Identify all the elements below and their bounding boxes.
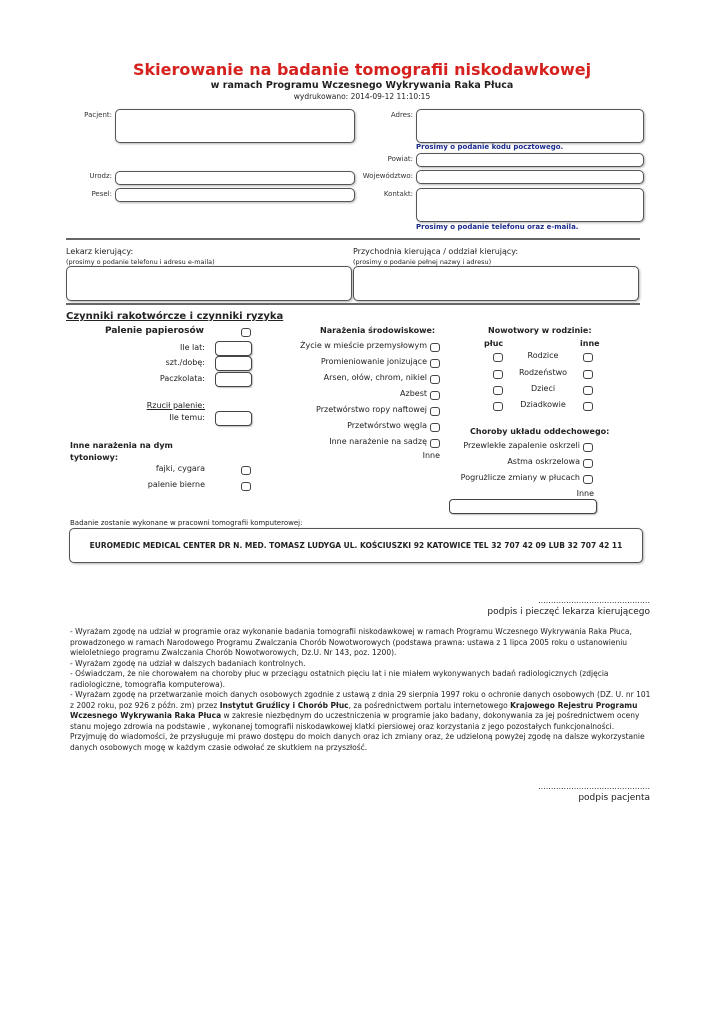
env-item-checkbox[interactable] bbox=[430, 375, 440, 384]
family-other-checkbox[interactable] bbox=[583, 386, 593, 395]
passive-label: palenie bierne bbox=[147, 480, 205, 489]
divider bbox=[66, 303, 640, 305]
pesel-field[interactable] bbox=[115, 188, 355, 202]
consent-p3: - Oświadczam, że nie chorowałem na choroby płuc w przeciągu ostatnich pięciu lat i nie miałem wykonywanych badań radiologicznych (zdjęcia radiologiczne, tomografia komputerowa). bbox=[70, 669, 609, 689]
env-item-label: Życie w mieście przemysłowym bbox=[300, 341, 427, 350]
kontakt-label: Kontakt: bbox=[383, 190, 413, 198]
pipes-label: fajki, cygara bbox=[155, 464, 205, 473]
family-item-label: Dzieci bbox=[530, 384, 556, 393]
document-subtitle: w ramach Programu Wczesnego Wykrywania Raka Płuca bbox=[210, 80, 514, 91]
family-lung-checkbox[interactable] bbox=[493, 370, 503, 379]
consent-registry: Krajowego Rejestru Programu Wczesnego Wykrywania Raka Płuca bbox=[70, 700, 638, 720]
years-field[interactable] bbox=[215, 341, 252, 356]
risk-heading: Czynniki rakotwórcze i czynniki ryzyka bbox=[66, 311, 284, 322]
wojewodztwo-label: Województwo: bbox=[362, 172, 413, 180]
doctor-field[interactable] bbox=[66, 266, 352, 301]
resp-other-field[interactable] bbox=[449, 499, 597, 514]
family-item-label: Dziadkowie bbox=[520, 400, 566, 409]
per-day-field[interactable] bbox=[215, 356, 252, 371]
divider bbox=[66, 238, 640, 240]
adres-field[interactable] bbox=[416, 109, 644, 143]
kontakt-field[interactable] bbox=[416, 188, 644, 222]
env-item-checkbox[interactable] bbox=[430, 391, 440, 400]
consent-p4-a: - Wyrażam zgodę na przetwarzanie moich danych osobowych zgodnie z ustawą z dnia 29 sierpnia 1997 roku o ochronie danych osobowych (DZ. U. nr 101 z 2002 roku, poz 926 z późn. zm) przez bbox=[70, 690, 651, 710]
env-other-label: Inne bbox=[422, 451, 440, 460]
patient-signature-label: podpis pacjenta bbox=[578, 793, 650, 803]
family-item-label: Rodzice bbox=[527, 351, 559, 360]
smoking-checkbox[interactable] bbox=[241, 328, 251, 337]
consent-text bbox=[70, 627, 652, 753]
resp-item-label: Pogrużlicze zmiany w płucach bbox=[460, 473, 580, 482]
env-item-checkbox[interactable] bbox=[430, 359, 440, 368]
adres-label: Adres: bbox=[390, 111, 413, 119]
pacjent-field[interactable] bbox=[115, 109, 355, 143]
env-item-label: Przetwórstwo ropy naftowej bbox=[316, 405, 427, 414]
years-label: Ile lat: bbox=[179, 343, 205, 352]
doctor-signature-label: podpis i pieczęć lekarza kierującego bbox=[487, 607, 650, 617]
how-long-label: Ile temu: bbox=[169, 413, 205, 422]
family-other-checkbox[interactable] bbox=[583, 370, 593, 379]
pacjent-label: Pacjent: bbox=[84, 111, 112, 119]
family-item-label: Rodzeństwo bbox=[518, 368, 568, 377]
consent-p4-c: , za pośrednictwem portalu internetowego bbox=[348, 700, 511, 710]
resp-item-checkbox[interactable] bbox=[583, 459, 593, 468]
consent-p1: - Wyrażam zgodę na udział w programie oraz wykonanie badania tomografii niskodawkowej w ramach Programu Wczesnego Wykrywania Raka Płuca, prowadzonego w ramach Narodowego Programu Zwalczania Chorób Nowotworowych (podstawa prawna: ustawa z 1 lipca 2005 roku o ustanowieniu wieloletniego programu Zwalczania Chorób Nowotworowych, Dz.U. Nr 143, poz. 1200). bbox=[70, 627, 632, 657]
exam-label: Badanie zostanie wykonane w pracowni tomografii komputerowej: bbox=[70, 519, 303, 527]
consent-p4-e: w zakresie niezbędnym do uczestniczenia w programie jako badany, dokonywania za jej pośrednictwem oceny stanu mojego zdrowia na podstawie , wykonanej tomografii niskodawkowej klatki piersiowej oraz korzystania z jego pozostałych funkcjonalności. Przyjmuję do wiadomości, że przysługuje mi prawo dostępu do moich danych oraz ich zmiany oraz, że udzieloną powyżej zgodę na dalsze wykorzystanie danych osobowych mogę w każdym czasie odwołać ze skutkiem na przyszłość. bbox=[70, 711, 645, 752]
printed-timestamp: wydrukowano: 2014-09-12 11:10:15 bbox=[293, 92, 431, 101]
doctor-label: Lekarz kierujący: bbox=[66, 247, 134, 256]
doctor-hint: (prosimy o podanie telefonu i adresu e-maila) bbox=[66, 258, 215, 266]
packyears-field[interactable] bbox=[215, 372, 252, 387]
passive-checkbox[interactable] bbox=[241, 482, 251, 491]
env-item-checkbox[interactable] bbox=[430, 423, 440, 432]
env-item-label: Arsen, ołów, chrom, nikiel bbox=[323, 373, 427, 382]
wojewodztwo-field[interactable] bbox=[416, 170, 644, 184]
resp-item-checkbox[interactable] bbox=[583, 475, 593, 484]
family-other-checkbox[interactable] bbox=[583, 402, 593, 411]
family-lung-checkbox[interactable] bbox=[493, 353, 503, 362]
clinic-label: Przychodnia kierująca / oddział kierujący: bbox=[353, 247, 519, 256]
family-lung-checkbox[interactable] bbox=[493, 386, 503, 395]
family-col-other: inne bbox=[580, 339, 600, 348]
powiat-label: Powiat: bbox=[387, 155, 413, 163]
resp-item-label: Astma oskrzelowa bbox=[507, 457, 580, 466]
clinic-hint: (prosimy o podanie pełnej nazwy i adresu) bbox=[353, 258, 492, 266]
other-smoke-label: Inne narażenia na dym tytoniowy: bbox=[70, 441, 173, 462]
per-day-label: szt./dobę: bbox=[165, 358, 205, 367]
clinic-field[interactable] bbox=[353, 266, 639, 301]
urodz-label: Urodz: bbox=[89, 172, 112, 180]
pesel-label: Pesel: bbox=[91, 190, 112, 198]
env-item-label: Inne narażenie na sadzę bbox=[329, 437, 427, 446]
quit-label: Rzucił palenie: bbox=[146, 401, 205, 410]
pipes-checkbox[interactable] bbox=[241, 466, 251, 475]
packyears-label: Paczkolata: bbox=[159, 374, 205, 383]
contact-note: Prosimy o podanie telefonu oraz e-maila. bbox=[416, 223, 579, 231]
resp-item-checkbox[interactable] bbox=[583, 443, 593, 452]
env-heading: Narażenia środowiskowe: bbox=[320, 326, 436, 335]
env-item-label: Promieniowanie jonizujące bbox=[320, 357, 427, 366]
family-lung-checkbox[interactable] bbox=[493, 402, 503, 411]
consent-p2: - Wyrażam zgodę na udział w dalszych badaniach kontrolnych. bbox=[70, 658, 306, 668]
env-item-checkbox[interactable] bbox=[430, 343, 440, 352]
powiat-field[interactable] bbox=[416, 153, 644, 167]
resp-item-label: Przewlekłe zapalenie oskrzeli bbox=[463, 441, 580, 450]
consent-institute: Instytut Gruźlicy i Chorób Płuc bbox=[219, 700, 349, 710]
postal-code-note: Prosimy o podanie kodu pocztowego. bbox=[416, 143, 564, 151]
exam-center-name: EUROMEDIC MEDICAL CENTER DR N. MED. TOMASZ LUDYGA UL. KOŚCIUSZKI 92 KATOWICE TEL 32 707 42 09 LUB 32 707 42 11 bbox=[89, 541, 623, 550]
resp-heading: Choroby układu oddechowego: bbox=[470, 427, 610, 436]
document-title: Skierowanie na badanie tomografii niskodawkowej bbox=[132, 60, 592, 79]
resp-other-label: Inne bbox=[576, 489, 594, 498]
doctor-signature-dots: ............................................ bbox=[538, 596, 650, 605]
urodz-field[interactable] bbox=[115, 171, 355, 185]
family-other-checkbox[interactable] bbox=[583, 353, 593, 362]
family-col-lung: płuc bbox=[484, 339, 504, 348]
env-item-label: Przetwórstwo węgla bbox=[347, 421, 427, 430]
consent-p4 bbox=[70, 690, 652, 753]
patient-signature-dots: ............................................ bbox=[538, 782, 650, 791]
env-item-checkbox[interactable] bbox=[430, 407, 440, 416]
env-item-label: Azbest bbox=[400, 389, 427, 398]
family-heading: Nowotwory w rodzinie: bbox=[488, 326, 592, 335]
how-long-field[interactable] bbox=[215, 411, 252, 426]
smoking-label: Palenie papierosów bbox=[105, 326, 204, 336]
